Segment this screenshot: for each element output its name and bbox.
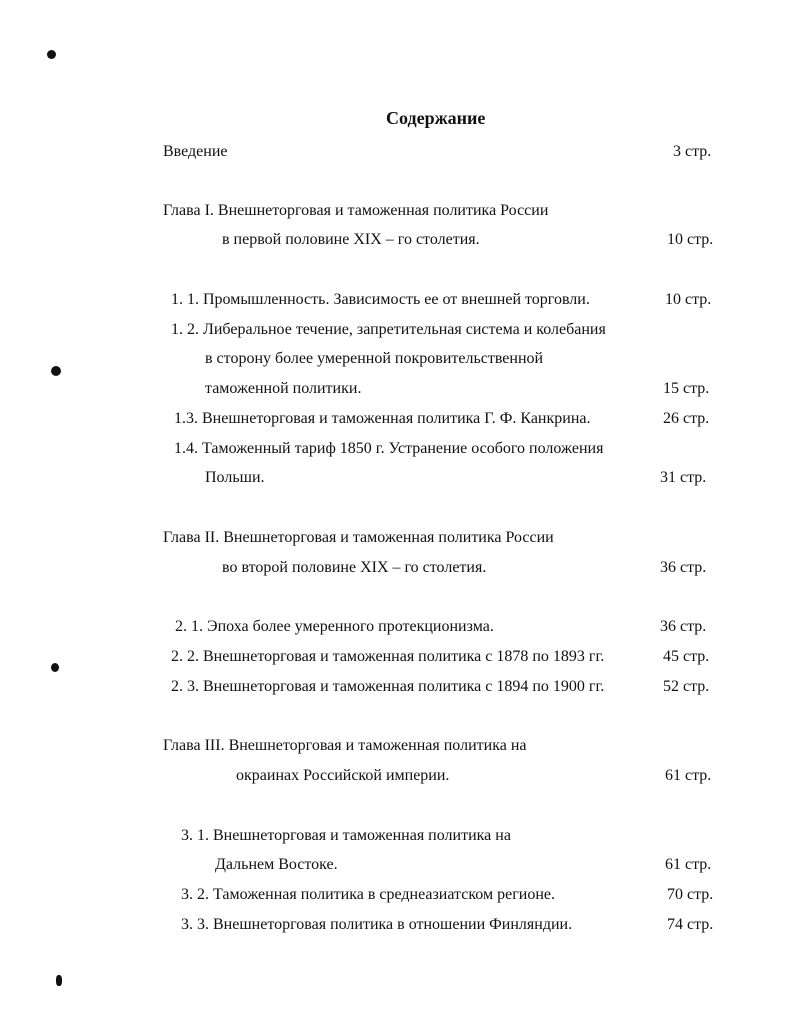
toc-intro-page: 3 стр. bbox=[673, 143, 712, 160]
toc-chapter-heading: Глава III. Внешнеторговая и таможенная политика на bbox=[163, 737, 527, 754]
toc-chapter-heading-cont: окраинах Российской империи. bbox=[236, 767, 450, 784]
toc-chapter-heading: Глава I. Внешнеторговая и таможенная политика России bbox=[163, 202, 549, 219]
toc-section-line: 1. 1. Промышленность. Зависимость ее от внешней торговли. bbox=[171, 291, 590, 308]
toc-section-line: 1.3. Внешнеторговая и таможенная политика Г. Ф. Канкрина. bbox=[174, 410, 591, 427]
scan-mark bbox=[51, 663, 59, 672]
toc-section-page: 70 стр. bbox=[667, 886, 714, 903]
toc-section-line: 1.4. Таможенный тариф 1850 г. Устранение особого положения bbox=[174, 440, 604, 457]
toc-section-line-cont: таможенной политики. bbox=[205, 380, 362, 397]
toc-intro-label: Введение bbox=[163, 143, 228, 160]
scan-mark bbox=[51, 366, 61, 376]
scan-mark bbox=[47, 50, 56, 59]
toc-section-line: 3. 2. Таможенная политика в среднеазиатском регионе. bbox=[181, 886, 555, 903]
toc-section-line: 1. 2. Либеральное течение, запретительная система и колебания bbox=[171, 321, 606, 338]
toc-section-page: 31 стр. bbox=[660, 469, 707, 486]
toc-chapter-heading: Глава II. Внешнеторговая и таможенная политика России bbox=[163, 529, 554, 546]
toc-section-page: 52 стр. bbox=[663, 678, 710, 695]
toc-section-line: 2. 3. Внешнеторговая и таможенная политика с 1894 по 1900 гг. bbox=[171, 678, 605, 695]
toc-section-line-cont: Дальнем Востоке. bbox=[215, 856, 338, 873]
toc-section-page: 10 стр. bbox=[665, 291, 712, 308]
toc-section-page: 26 стр. bbox=[663, 410, 710, 427]
toc-section-line-cont: Польши. bbox=[205, 469, 265, 486]
toc-chapter-page: 61 стр. bbox=[665, 767, 712, 784]
toc-chapter-heading-cont: во второй половине XIX – го столетия. bbox=[222, 559, 487, 576]
toc-section-page: 36 стр. bbox=[660, 618, 707, 635]
toc-chapter-page: 36 стр. bbox=[660, 559, 707, 576]
toc-section-line-cont: в сторону более умеренной покровительственной bbox=[205, 350, 544, 367]
toc-section-page: 15 стр. bbox=[663, 380, 710, 397]
toc-section-line: 2. 1. Эпоха более умеренного протекционизма. bbox=[175, 618, 494, 635]
toc-section-line: 2. 2. Внешнеторговая и таможенная политика с 1878 по 1893 гг. bbox=[171, 648, 605, 665]
toc-section-line: 3. 1. Внешнеторговая и таможенная политика на bbox=[181, 827, 511, 844]
toc-chapter-heading-cont: в первой половине XIX – го столетия. bbox=[222, 231, 480, 248]
toc-section-page: 61 стр. bbox=[665, 856, 712, 873]
page-title: Содержание bbox=[386, 108, 486, 128]
toc-section-page: 45 стр. bbox=[663, 648, 710, 665]
toc-chapter-page: 10 стр. bbox=[667, 231, 714, 248]
toc-section-page: 74 стр. bbox=[667, 916, 714, 933]
scan-mark bbox=[56, 975, 62, 986]
toc-section-line: 3. 3. Внешнеторговая политика в отношении Финляндии. bbox=[181, 916, 573, 933]
